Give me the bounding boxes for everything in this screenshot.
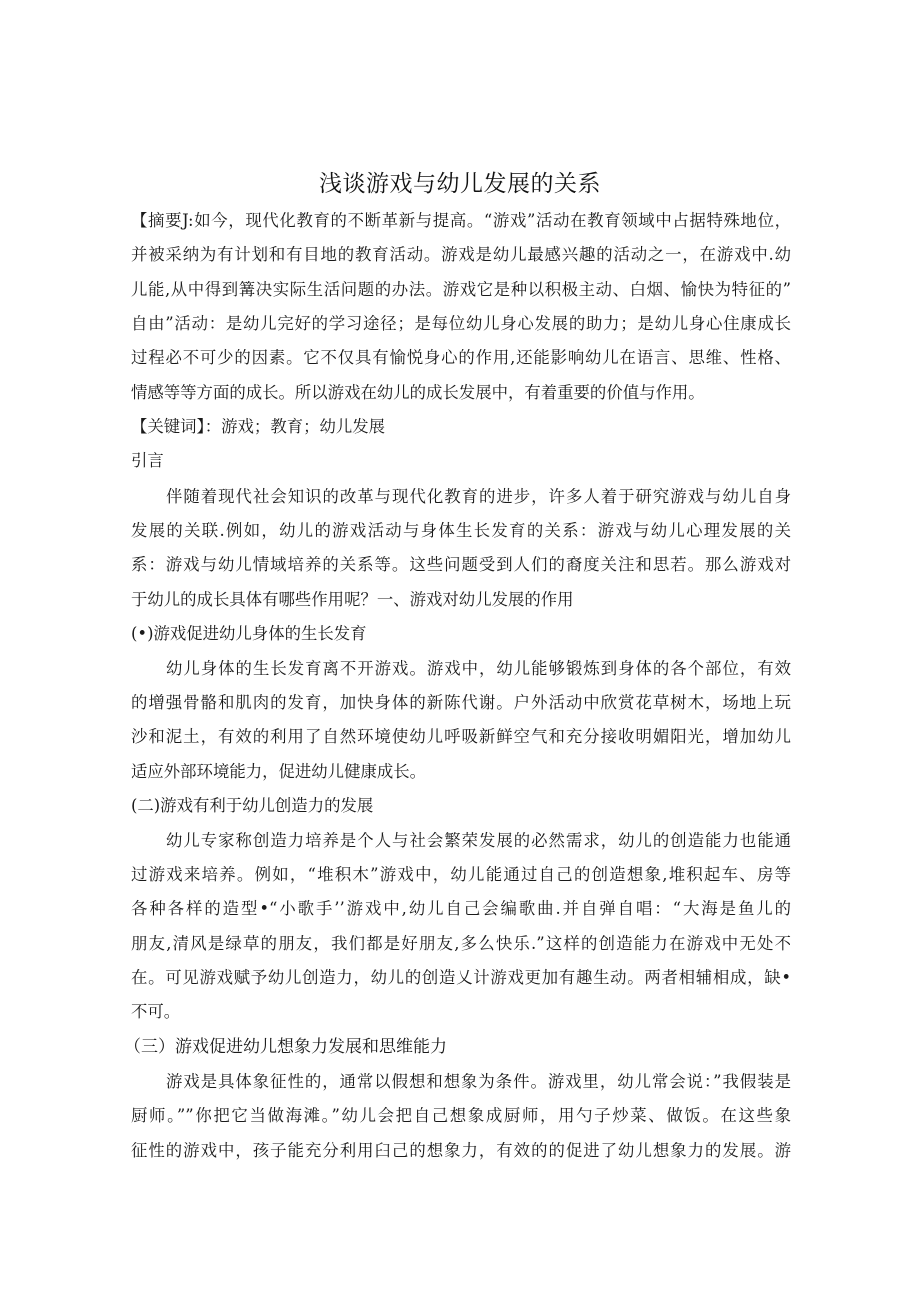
abstract-line-6: 情感等等方面的成长。所以游戏在幼儿的成长发展中，有着重要的价值与作用。 bbox=[131, 383, 705, 402]
section2-line-6: 不可。 bbox=[131, 1002, 181, 1021]
section1-heading: (•)游戏促进幼儿身体的生长发育 bbox=[131, 624, 367, 643]
section2-line-4: 朋友,清风是绿草的朋友，我们都是好朋友,多么快乐.”这样的创造能力在游戏中无处不 bbox=[131, 934, 791, 953]
section3-line-2: 厨师。””你把它当做海滩。”幼儿会把自己想象成厨师，用勺子炒菜、做饭。在这些象 bbox=[131, 1106, 791, 1125]
section2-heading: (二)游戏有利于幼儿创造力的发展 bbox=[131, 796, 374, 815]
section3-heading: （三）游戏促进幼儿想象力发展和思维能力 bbox=[124, 1037, 447, 1057]
section1-line-3: 沙和泥土，有效的利用了自然环境使幼儿呼吸新鲜空气和充分接收明媚阳光，增加幼儿 bbox=[131, 727, 791, 746]
section3-line-3: 征性的游戏中，孩子能充分利用臼己的想象力，有效的的促进了幼儿想象力的发展。游 bbox=[131, 1141, 791, 1160]
intro-line-3: 系：游戏与幼儿情域培养的关系等。这些问题受到人们的裔度关注和思若。那么游戏对 bbox=[131, 555, 791, 574]
abstract-line-5: 过程必不可少的因素。它不仅具有愉悦身心的作用,还能影响幼儿在语言、思维、性格、 bbox=[131, 348, 791, 367]
keywords: 【关键词】：游戏；教育；幼儿发展 bbox=[131, 417, 386, 436]
abstract-line-1: 【摘要J:如今，现代化教育的不断革新与提高。“游戏”活动在教育领域中占据特殊地位， bbox=[131, 211, 791, 230]
section1-line-2: 的增强骨骼和肌肉的发育，加快身体的新陈代谢。户外活动中欣赏花草树木，场地上玩 bbox=[131, 693, 791, 712]
intro-line-2: 发展的关联.例如，幼儿的游戏活动与身体生长发育的关系：游戏与幼儿心理发展的关 bbox=[131, 521, 791, 540]
section2-line-2: 过游戏来培养。例如，“堆积木”游戏中，幼儿能通过自己的创造想象,堆积起车、房等 bbox=[131, 865, 791, 884]
abstract-line-2: 并被采纳为有计划和有目地的教育活动。游戏是幼儿最感兴趣的活动之一，在游戏中.幼 bbox=[131, 245, 791, 264]
intro-line-1: 伴随着现代社会知识的改革与现代化教育的进步，许多人着于研究游戏与幼儿自身 bbox=[166, 487, 791, 506]
intro-heading: 引言 bbox=[131, 451, 164, 470]
intro-line-4: 于幼儿的成长具体有哪些作用呢？一、游戏对幼儿发展的作用 bbox=[131, 590, 574, 609]
section1-line-1: 幼儿身体的生长发育离不开游戏。游戏中，幼儿能够锻炼到身体的各个部位，有效 bbox=[166, 659, 791, 678]
document-title: 浅谈游戏与幼儿发展的关系 bbox=[319, 171, 601, 197]
section3-line-1: 游戏是具体象征性的，通常以假想和想象为条件。游戏里，幼儿常会说：”我假装是 bbox=[166, 1072, 791, 1091]
section2-line-5: 在。可见游戏赋予幼儿创造力，幼儿的创造乂计游戏更加有趣生动。两者相辅相成，缺• bbox=[131, 968, 791, 987]
section2-line-1: 幼儿专家称创造力培养是个人与社会繁荣发展的必然需求，幼儿的创造能力也能通 bbox=[166, 831, 791, 850]
abstract-line-4: 自由”活动：是幼儿完好的学习途径；是每位幼儿身心发展的助力；是幼儿身心住康成长 bbox=[131, 314, 791, 333]
abstract-line-3: 儿能,从中得到篝决实际生活问题的办法。游戏它是种以积极主动、白烟、愉快为特征的” bbox=[131, 280, 791, 299]
section1-line-4: 适应外部环境能力，促进幼儿健康成长。 bbox=[131, 762, 427, 781]
section2-line-3: 各种各样的造型•“小歌手’’游戏中,幼儿自己会编歌曲.并自弹自唱：“大海是鱼儿的 bbox=[131, 899, 791, 918]
